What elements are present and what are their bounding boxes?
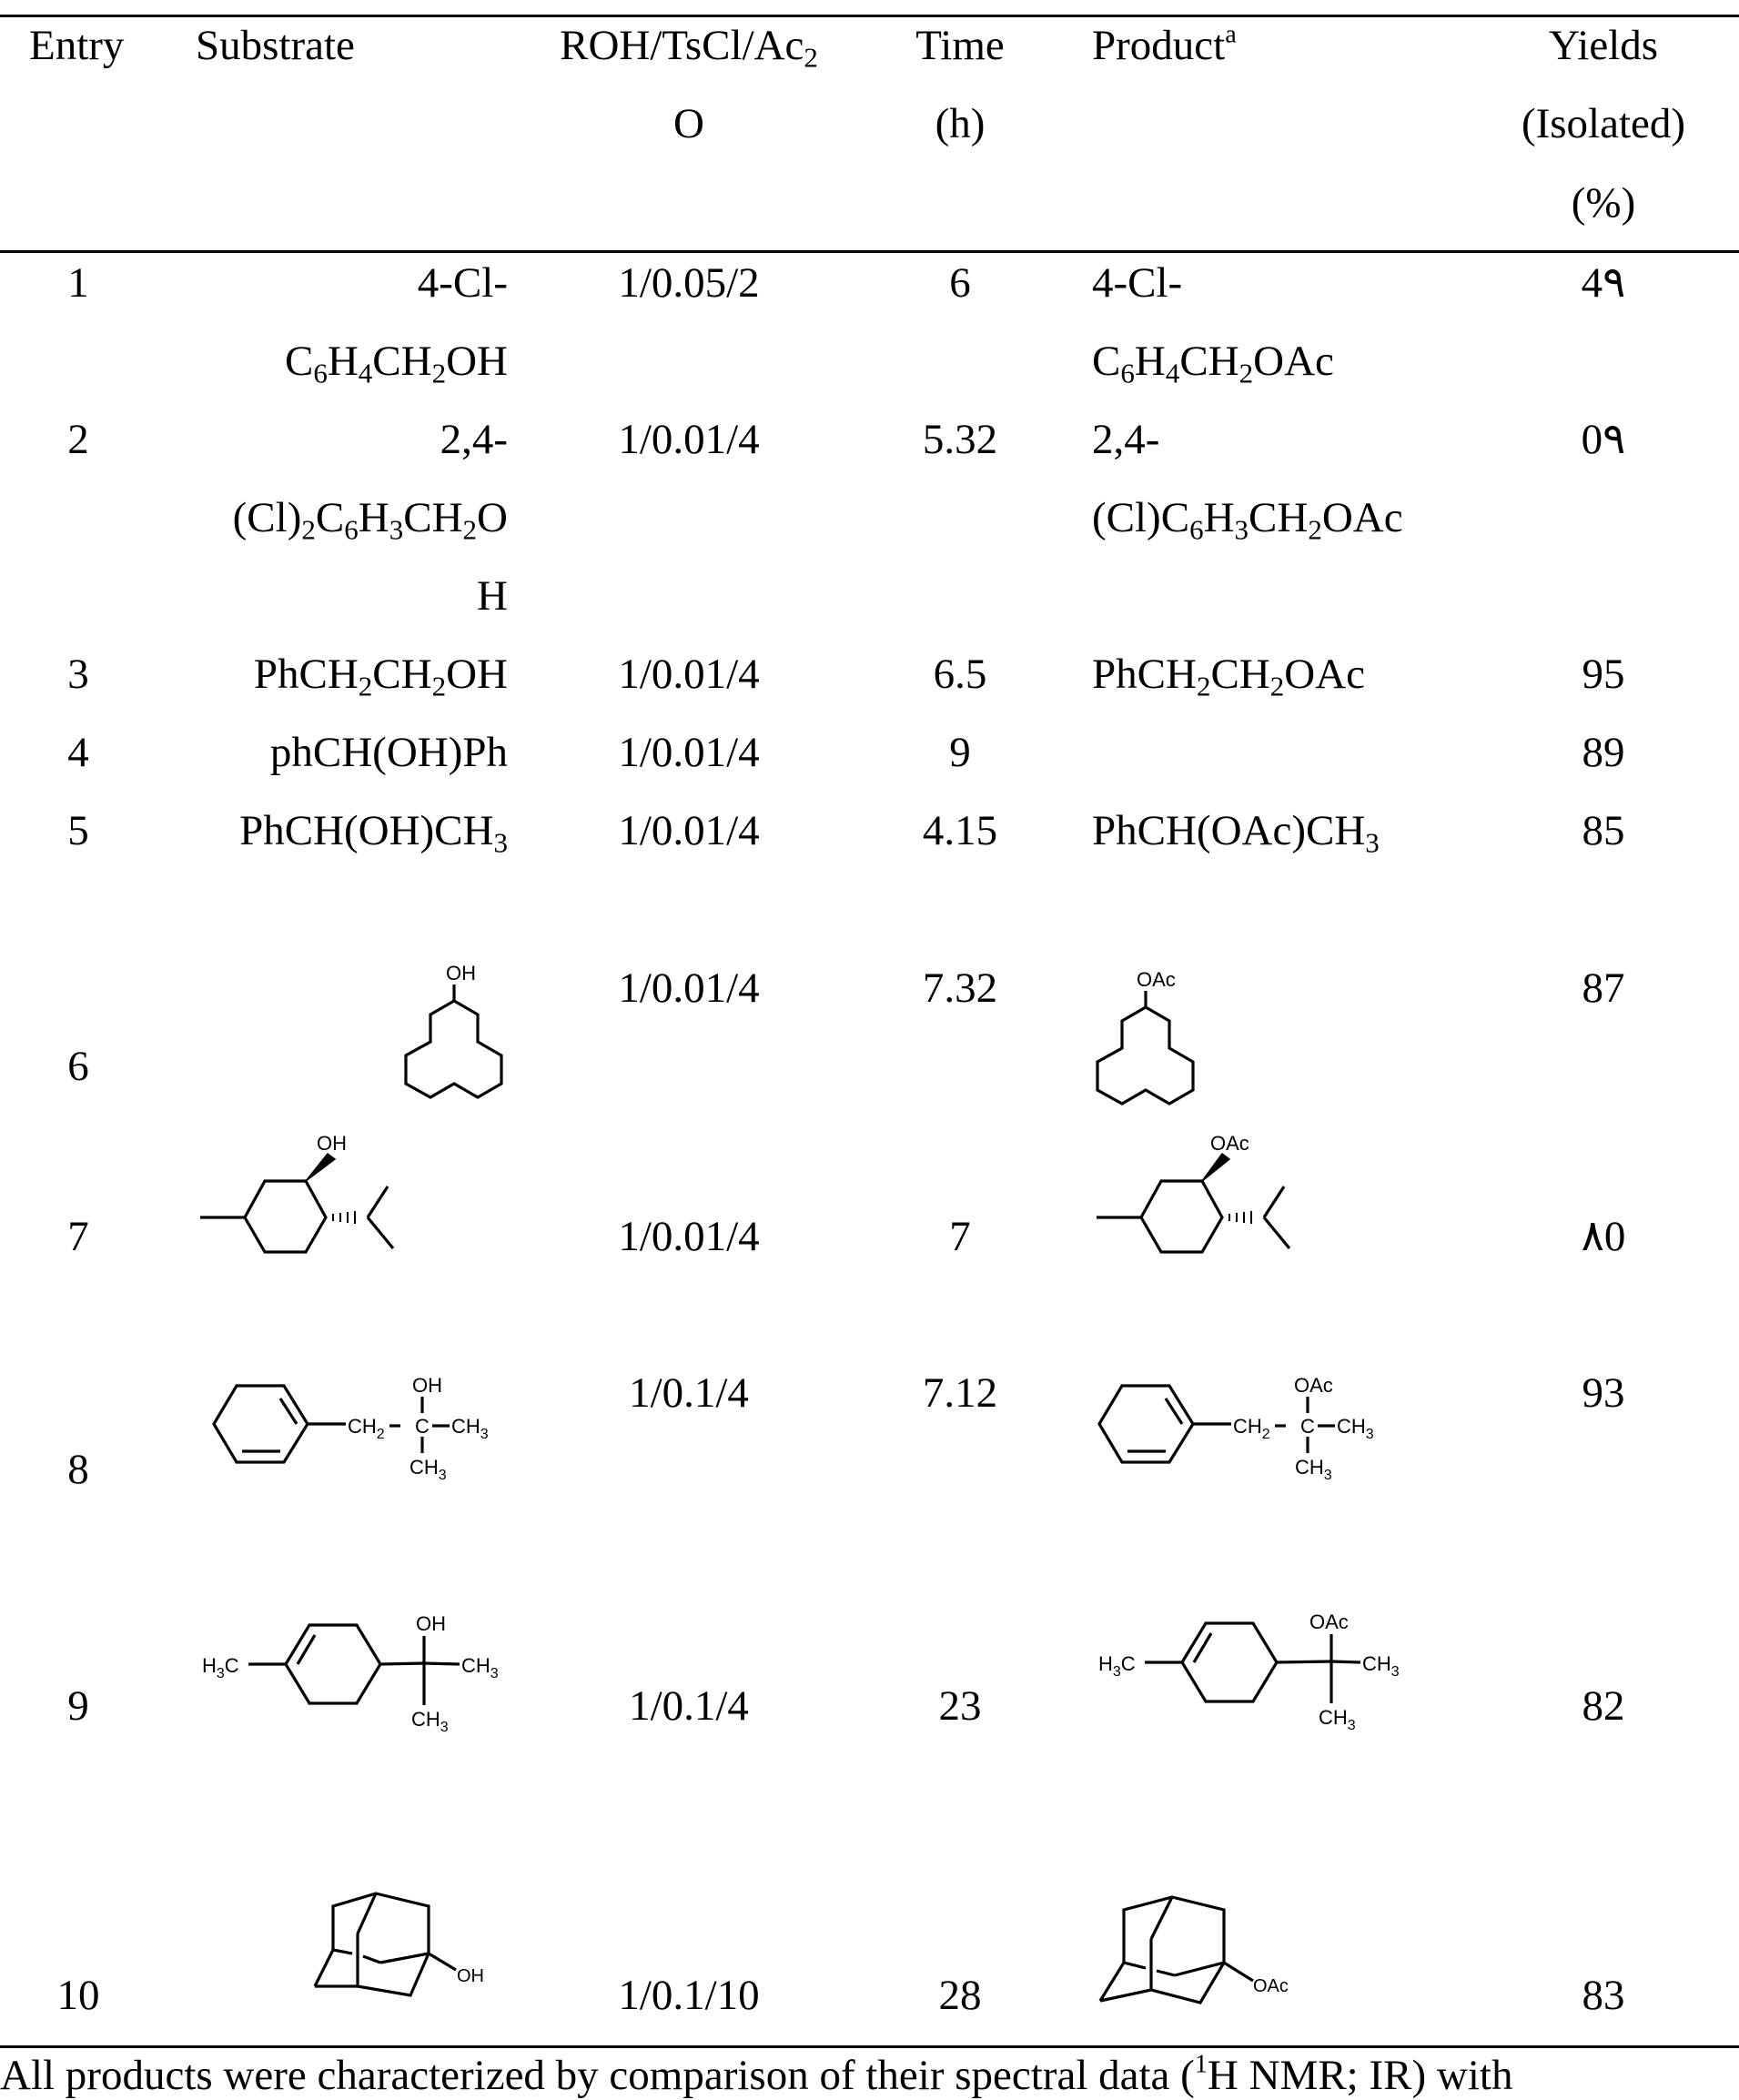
row6-product-structure [1092,969,1201,1106]
row2-product-line1: 2,4- [1092,416,1160,463]
row5-time: 4.15 [922,807,998,854]
c-label: C [1300,1415,1315,1438]
row4-entry: 4 [67,729,89,776]
row1-substrate-line1: 4-Cl- [417,259,508,307]
row2-ratio: 1/0.01/4 [618,416,760,463]
header-entry: Entry [29,22,125,69]
row10-product-structure [1097,1893,1306,2012]
oac-label: OAc [1253,1976,1289,1996]
oac-label: OAc [1137,968,1176,991]
row8-time: 7.12 [922,1369,998,1417]
oh-label: OH [416,1612,446,1635]
row2-yield: 0٩ [1581,416,1626,463]
header-time-unit: (h) [935,100,986,147]
ch3-label: $CH_3$ [451,1415,489,1442]
oh-label: OH [412,1374,442,1397]
row10-substrate-structure [305,1888,505,2006]
header-yields-isolated: (Isolated) [1521,100,1686,147]
h3c-label: $H_3C$ [202,1654,239,1681]
oac-label: OAc [1294,1374,1333,1397]
row6-time: 7.32 [922,964,998,1012]
row10-entry: 10 [56,1972,100,2019]
row3-time: 6.5 [933,651,987,698]
oh-label: OH [457,1966,484,1986]
row6-entry: 6 [67,1043,89,1090]
row9-time: 23 [938,1682,982,1730]
row2-time: 5.32 [922,416,998,463]
row8-entry: 8 [67,1446,89,1493]
row5-entry: 5 [67,807,89,854]
row7-entry: 7 [67,1213,89,1260]
row9-yield: 82 [1582,1682,1625,1730]
row3-entry: 3 [67,651,89,698]
header-ratio: ROH/$TsCl/Ac_2$ [560,22,818,74]
row7-product-structure [1095,1134,1313,1252]
header-time: Time [915,22,1005,69]
header-ratio-line2: O [673,100,704,147]
header-yields: Yields [1548,22,1659,69]
table-bottom-rule [0,2045,1739,2048]
row9-ratio: 1/0.1/4 [629,1682,749,1730]
row3-yield: 95 [1582,651,1625,698]
row9-substrate-structure [200,1605,519,1735]
oac-label: OAc [1210,1132,1249,1155]
header-substrate: Substrate [196,22,355,69]
row8-product-structure [1097,1369,1397,1488]
row7-ratio: 1/0.01/4 [618,1213,760,1260]
row4-yield: 89 [1582,729,1625,776]
row1-time: 6 [949,259,971,307]
oh-label: OH [317,1132,347,1155]
row2-product-line2: $(Cl)C_6H_3CH_2OAc$ [1092,494,1403,546]
table-header-rule [0,250,1739,253]
ch3-label: $CH_3$ [1337,1415,1374,1442]
row7-substrate-structure [198,1134,408,1252]
table-footnote: All products were characterized by comparison of their spectral data ($^1$H NMR; IR) with [0,2050,1513,2099]
ch3-label: $CH_3$ [1295,1456,1332,1483]
row8-yield: 93 [1582,1369,1625,1417]
ch2-label: $CH_2$ [1233,1415,1270,1442]
row2-entry: 2 [67,416,89,463]
row4-substrate: phCH(OH)Ph [269,729,508,776]
row9-product-structure [1097,1603,1415,1731]
row4-ratio: 1/0.01/4 [618,729,760,776]
oac-label: OAc [1309,1610,1349,1633]
ch3-label: $CH_3$ [1319,1706,1356,1733]
row4-time: 9 [949,729,971,776]
row10-ratio: 1/0.1/10 [618,1972,760,2019]
row3-ratio: 1/0.01/4 [618,651,760,698]
ch3-label: $CH_3$ [461,1654,499,1681]
row3-substrate: $PhCH_2CH_2OH$ [253,651,508,702]
header-product: Product$^a$ [1092,20,1237,69]
row5-ratio: 1/0.01/4 [618,807,760,854]
row7-time: 7 [949,1213,971,1260]
row8-substrate-structure [211,1369,511,1488]
row1-yield: 4٩ [1581,259,1626,307]
row10-yield: 83 [1582,1972,1625,2019]
table-top-rule [0,15,1739,17]
row10-time: 28 [938,1972,982,2019]
row7-yield: ٨0 [1581,1213,1626,1260]
row1-ratio: 1/0.05/2 [618,259,760,307]
row1-entry: 1 [67,259,89,307]
oh-label: OH [446,962,476,984]
ch2-label: $CH_2$ [348,1415,385,1442]
ch3-label: $CH_3$ [1362,1652,1400,1680]
row1-product-line1: 4-Cl- [1092,259,1183,307]
c-label: C [415,1415,430,1438]
row5-product: $PhCH(OAc)CH_3$ [1092,807,1380,859]
header-yields-percent: (%) [1571,179,1636,227]
row3-product: $PhCH_2CH_2OAc$ [1092,651,1366,702]
row1-substrate-line2: $C_6H_4CH_2OH$ [284,338,508,389]
row2-substrate-line2: $(Cl)_2C_6H_3CH_2O$ [232,494,508,546]
row2-substrate-line1: 2,4- [440,416,508,463]
row6-yield: 87 [1582,964,1625,1012]
row6-ratio: 1/0.01/4 [618,964,760,1012]
row2-substrate-line3: H [477,572,508,620]
ch3-label: $CH_3$ [409,1456,447,1483]
row1-product-line2: $C_6H_4CH_2OAc$ [1092,338,1334,389]
row9-entry: 9 [67,1682,89,1730]
row8-ratio: 1/0.1/4 [629,1369,749,1417]
ch3-label: $CH_3$ [411,1708,449,1735]
row6-substrate-structure [400,963,510,1099]
h3c-label: $H_3C$ [1098,1652,1136,1680]
row5-yield: 85 [1582,807,1625,854]
row5-substrate: $PhCH(OH)CH_3$ [239,807,508,859]
